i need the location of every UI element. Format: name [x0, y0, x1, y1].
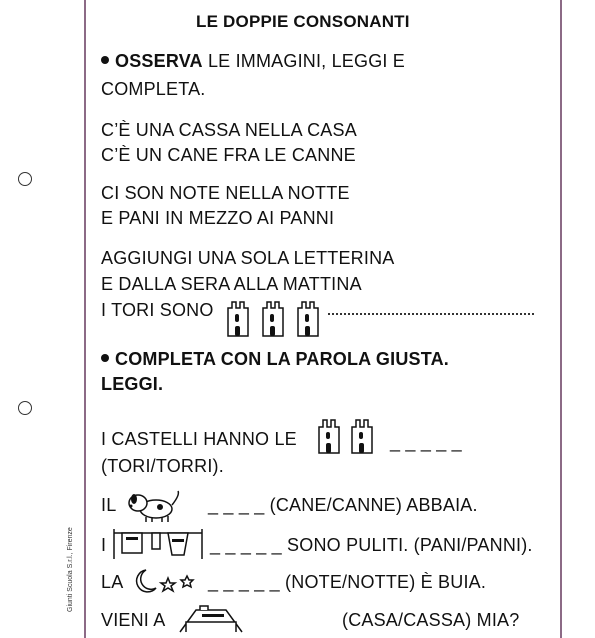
exercise-3-start: I [101, 535, 107, 555]
bullet-icon [101, 354, 109, 362]
poem-line-5: AGGIUNGI UNA SOLA LETTERINA [101, 248, 395, 268]
exercise-1-options: (TORI/TORRI). [101, 456, 224, 476]
exercise-1-text: I CASTELLI HANNO LE [101, 429, 297, 449]
exercise-5-start: VIENI A [101, 610, 166, 630]
instruction-2-line2: LEGGI. [101, 374, 164, 394]
exercise-4-start: LA [101, 572, 124, 592]
instruction-2: COMPLETA CON LA PAROLA GIUSTA. [101, 349, 449, 370]
instruction-1-line2: COMPLETA. [101, 79, 206, 99]
poem-line-3: CI SON NOTE NELLA NOTTE [101, 183, 350, 203]
dog-illustration [126, 489, 184, 523]
binder-hole-1 [18, 172, 32, 186]
answer-dotted-line[interactable] [328, 313, 534, 315]
publisher-credit: Giunti Scuola S.r.l., Firenze [67, 527, 74, 612]
poem-line-2: C’È UN CANE FRA LE CANNE [101, 145, 356, 165]
poem-line-7: I TORI SONO [101, 300, 214, 320]
moon-stars-illustration [132, 568, 204, 596]
bullet-icon [101, 56, 109, 64]
exercise-2-text: _ _ _ _ (CANE/CANNE) ABBAIA. [208, 495, 478, 515]
house-illustration [176, 602, 248, 632]
exercise-3-text: _ _ _ _ _ SONO PULITI. (PANI/PANNI). [210, 535, 533, 555]
exercise-4-text: _ _ _ _ _ (NOTE/NOTTE) È BUIA. [208, 572, 487, 592]
instruction-1: OSSERVA LE IMMAGINI, LEGGI E [101, 51, 405, 72]
exercise-5-text: (CASA/CASSA) MIA? [342, 610, 520, 630]
exercise-1-blank[interactable]: _ _ _ _ _ [390, 432, 462, 452]
exercise-2-start: IL [101, 495, 117, 515]
worksheet-title: LE DOPPIE CONSONANTI [196, 12, 410, 31]
poem-line-6: E DALLA SERA ALLA MATTINA [101, 274, 362, 294]
towers-pair-illustration [316, 415, 382, 455]
poem-line-1: C’È UNA CASSA NELLA CASA [101, 120, 357, 140]
laundry-illustration [112, 527, 206, 561]
binder-hole-2 [18, 401, 32, 415]
poem-line-4: E PANI IN MEZZO AI PANNI [101, 208, 335, 228]
towers-illustration [225, 296, 325, 338]
